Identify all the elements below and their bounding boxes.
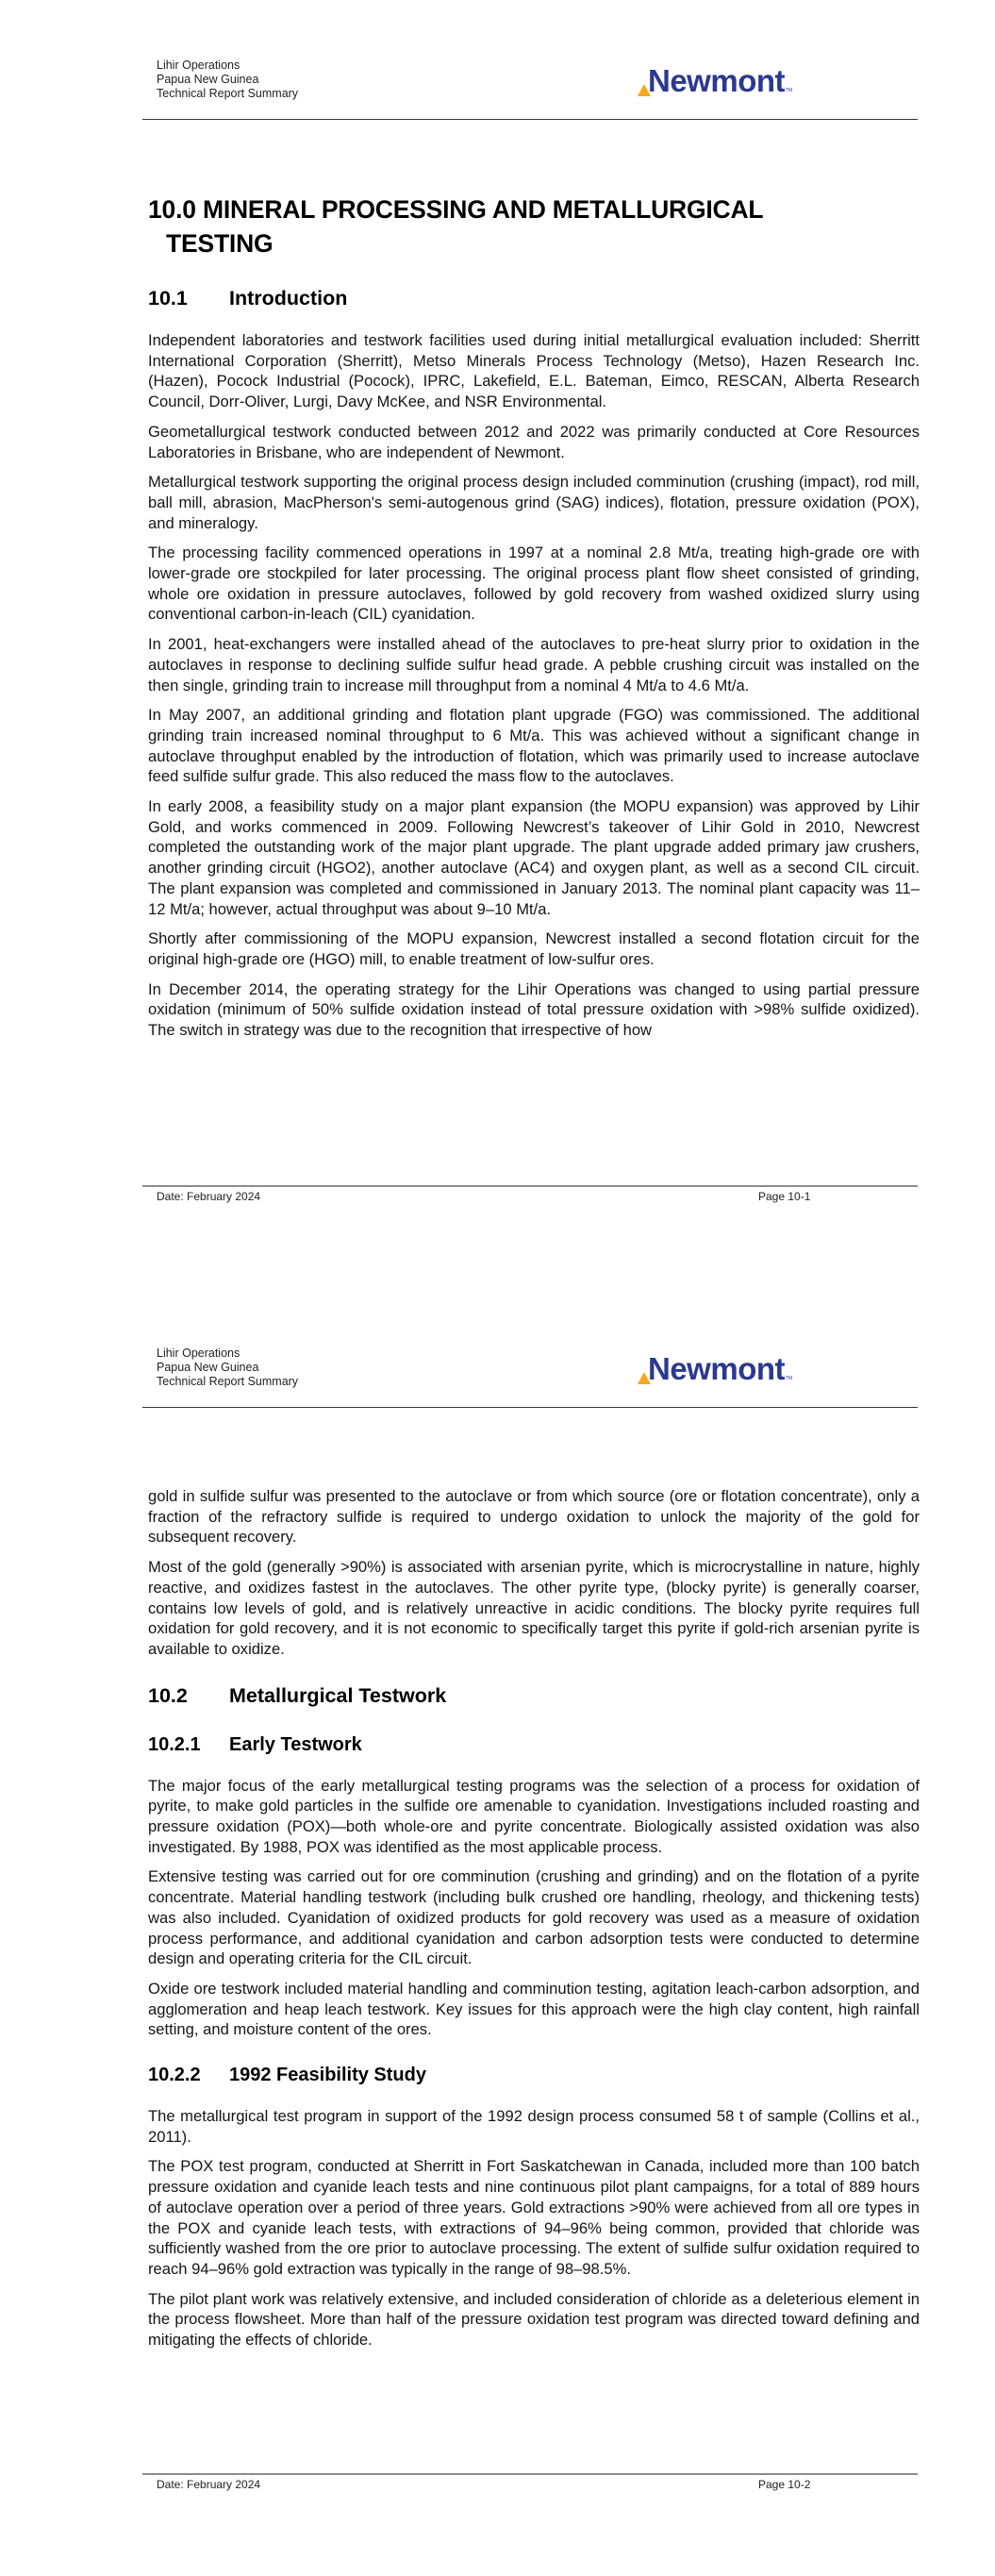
header-line-report: Technical Report Summary <box>157 87 299 100</box>
chapter-title-line-2: TESTING <box>166 229 274 258</box>
page-2-content <box>148 1486 920 2350</box>
logo-trademark: TM <box>786 1376 793 1381</box>
footer-page-number: Page 10-2 <box>758 2478 811 2491</box>
subsection-heading-10-2-2 <box>148 2063 920 2087</box>
paragraph-continued: gold in sulfide sulfur was presented to the autoclave or from which source (ore or flotation concentrate), only a fraction of the refractory sulfide is required to undergo oxidation to unlock the majority of the gold for subsequent recovery. <box>148 1487 920 1547</box>
page-2 <box>0 1288 995 2576</box>
header-line-report: Technical Report Summary <box>157 1375 299 1388</box>
paragraph: Extensive testing was carried out for ore comminution (crushing and grinding) and on the flotation of a pyrite concentrate. Material handling testwork (including bulk crushed ore handling, rheology, and thickening tests) was also included. Cyanidation of oxidized products for gold recovery was used as a measure of oxidation process performance, and additional cyanidation and carbon adsorption tests were conducted to determine design and operating criteria for the CIL circuit. <box>148 1867 920 1968</box>
header-line-operation: Lihir Operations <box>157 1347 240 1360</box>
header-line-operation: Lihir Operations <box>157 59 240 72</box>
footer-date: Date: February 2024 <box>157 2478 261 2491</box>
header-line-country: Papua New Guinea <box>157 73 259 86</box>
paragraph: Shortly after commissioning of the MOPU expansion, Newcrest installed a second flotation circuit for the original high-grade ore (HGO) mill, to enable treatment of low-sulfur ores. <box>148 929 920 968</box>
footer-page-number: Page 10-1 <box>758 1190 811 1203</box>
header-divider <box>142 119 918 120</box>
logo-trademark: TM <box>786 88 793 93</box>
logo-wordmark: Newmont <box>648 1351 785 1386</box>
paragraph: In 2001, heat-exchangers were installed ahead of the autoclaves to pre-heat slurry prior to oxidation in the autoclaves in response to declining sulfide sulfur head grade. A pebble crushing circuit was installed on the then single, grinding train to increase mill throughput from a nominal 4 Mt/a to 4.6 Mt/a. <box>148 635 920 694</box>
footer-divider <box>142 1185 918 1187</box>
paragraph: The major focus of the early metallurgical testing programs was the selection of a process for oxidation of pyrite, to make gold particles in the sulfide ore amenable to cyanidation. Investigations included roasting and pressure oxidation (POX)—both whole-ore and pyrite concentrate. Biologically assisted oxidation was also investigated. By 1988, POX was identified as the most applicable process. <box>148 1776 920 1856</box>
header-line-country: Papua New Guinea <box>157 1361 259 1374</box>
subsection-number: 10.2.1 <box>148 1733 201 1755</box>
section-heading-10-2 <box>148 1682 920 1709</box>
chapter-title <box>148 192 920 260</box>
header-text <box>157 1347 298 1389</box>
paragraph: The POX test program, conducted at Sherritt in Fort Saskatchewan in Canada, included more than 100 batch pressure oxidation and cyanide leach tests and nine continuous pilot plant campaigns, for a total of 889 hours of autoclave operation over a period of three years. Gold extractions >90% were achieved from all ore types in the POX and cyanide leach tests, with extractions of 94–96% being common, provided that chloride was sufficiently washed from the ore prior to autoclave processing. The extent of sulfide sulfur oxidation required to reach 94–96% gold extraction was typically in the range of 98–98.5%. <box>148 2157 920 2278</box>
footer-divider <box>142 2473 918 2475</box>
subsection-heading-10-2-1 <box>148 1732 920 1757</box>
subsection-title: 1992 Feasibility Study <box>229 2065 426 2086</box>
footer-date: Date: February 2024 <box>157 1190 261 1203</box>
chapter-title-line-1: 10.0 MINERAL PROCESSING AND METALLURGICAL <box>148 195 764 224</box>
paragraph: The processing facility commenced operations in 1997 at a nominal 2.8 Mt/a, treating high-grade ore with lower-grade ore stockpiled for later processing. The original process plant flow sheet consisted of grinding, whole ore oxidation in pressure autoclaves, followed by gold recovery from washed oxidized slurry using conventional carbon-in-leach (CIL) cyanidation. <box>148 544 920 624</box>
header-divider <box>142 1407 918 1408</box>
header-text <box>157 59 298 101</box>
paragraph: In early 2008, a feasibility study on a major plant expansion (the MOPU expansion) was approved by Lihir Gold, and works commenced in 2009. Following Newcrest’s takeover of Lihir Gold in 2010, Newcrest completed the outstanding work of the major plant upgrade. The plant upgrade added primary jaw crushers, another grinding circuit (HGO2), another autoclave (AC4) and oxygen plant, as well as a second CIL circuit. The plant expansion was completed and commissioned in January 2013. The nominal plant capacity was 11–12 Mt/a; however, actual throughput was about 9–10 Mt/a. <box>148 797 920 918</box>
paragraph: The pilot plant work was relatively extensive, and included consideration of chloride as a deleterious element in the process flowsheet. More than half of the pressure oxidation test program was directed toward defining and mitigating the effects of chloride. <box>148 2289 920 2350</box>
logo-wordmark: Newmont <box>648 63 785 98</box>
page-1-content <box>148 192 920 1041</box>
paragraph: Geometallurgical testwork conducted between 2012 and 2022 was primarily conducted at Core Resources Laboratories in Brisbane, who are independent of Newmont. <box>148 422 920 461</box>
newmont-logo <box>638 1351 793 1386</box>
paragraph: In December 2014, the operating strategy for the Lihir Operations was changed to using partial pressure oxidation (minimum of 50% sulfide oxidation instead of total pressure oxidation with >98% sulfide oxidized). The switch in strategy was due to the recognition that irrespective of how <box>148 979 920 1040</box>
subsection-number: 10.2.2 <box>148 2065 201 2086</box>
paragraph: The metallurgical test program in support of the 1992 design process consumed 58 t of sample (Collins et al., 2011). <box>148 2107 920 2146</box>
section-number: 10.2 <box>148 1683 188 1707</box>
paragraph: In May 2007, an additional grinding and flotation plant upgrade (FGO) was commissioned. The additional grinding train increased nominal throughput to 6 Mt/a. This was achieved without a significant change in autoclave throughput enabled by the introduction of flotation, which was primarily used to increase autoclave feed sulfide sulfur grade. This also reduced the mass flow to the autoclaves. <box>148 706 920 786</box>
section-number: 10.1 <box>148 287 188 309</box>
section-title: Introduction <box>229 287 348 309</box>
subsection-title: Early Testwork <box>229 1733 362 1755</box>
paragraph: Oxide ore testwork included material handling and comminution testing, agitation leach-carbon adsorption, and agglomeration and heap leach testwork. Key issues for this approach were the high clay content, high rainfall setting, and moisture content of the ores. <box>148 1979 920 2039</box>
paragraph: Most of the gold (generally >90%) is associated with arsenian pyrite, which is microcrystalline in nature, highly reactive, and oxidizes fastest in the autoclaves. The other pyrite type, (blocky pyrite) is generally coarser, contains low levels of gold, and is relatively unreactive in acidic conditions. The blocky pyrite requires full oxidation for gold recovery, and it is not economic to specifically target this pyrite if gold-rich arsenian pyrite is available to oxidize. <box>148 1558 920 1658</box>
section-heading-10-1 <box>148 285 920 311</box>
newmont-logo <box>638 63 793 98</box>
section-title: Metallurgical Testwork <box>229 1683 447 1707</box>
paragraph: Metallurgical testwork supporting the original process design included comminution (crushing (impact), rod mill, ball mill, abrasion, MacPherson's semi-autogenous grind (SAG) indices), flotation, pressure oxidation (POX), and mineralogy. <box>148 473 920 532</box>
paragraph: Independent laboratories and testwork facilities used during initial metallurgical evaluation included: Sherritt International Corporation (Sherritt), Metso Minerals Process Technology (Metso), Hazen Research Inc. (Hazen), Pocock Industrial (Pocock), IPRC, Lakefield, E.L. Bateman, Eimco, RESCAN, Alberta Research Council, Dorr-Oliver, Lurgi, Davy McKee, and NSR Environmental. <box>148 331 920 411</box>
